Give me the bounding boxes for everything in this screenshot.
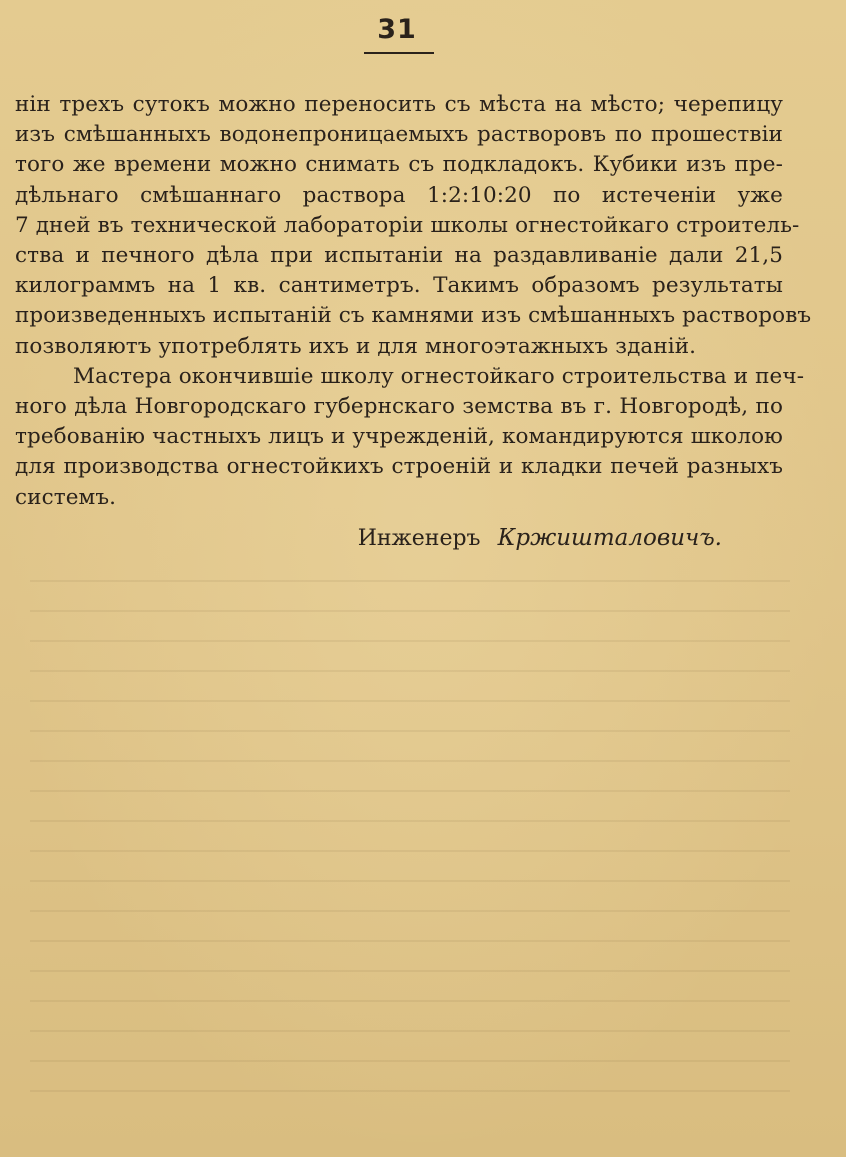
text-line: произведенныхъ испытаній съ камнями изъ смѣшанныхъ растворовъ bbox=[15, 303, 812, 329]
text-line: требованію частныхъ лицъ и учрежденій, командируются школою bbox=[15, 424, 783, 450]
text-line: ного дѣла Новгородскаго губернскаго земства въ г. Новгородѣ, по bbox=[15, 394, 783, 420]
text-line: системъ. bbox=[15, 484, 117, 510]
text-line: того же времени можно снимать съ подкладокъ. Кубики изъ пре- bbox=[15, 152, 783, 178]
signature-name: Кржиштaловичъ. bbox=[497, 525, 722, 551]
signature-title: Инженеръ bbox=[357, 526, 481, 551]
text-line: изъ смѣшанныхъ водонепроницаемыхъ растворовъ по прошествіи bbox=[15, 122, 783, 148]
text-line: дѣльнаго смѣшаннаго раствора 1:2:10:20 по истеченіи уже bbox=[15, 182, 783, 208]
signature bbox=[358, 523, 722, 554]
text-line: нін трехъ сутокъ можно переносить съ мѣста на мѣсто; черепицу bbox=[15, 92, 783, 117]
text-line: 7 дней въ технической лабораторіи школы огнестойкаго строитель- bbox=[15, 212, 800, 238]
text-line: позволяютъ употреблять ихъ и для многоэтажныхъ зданій. bbox=[15, 333, 697, 359]
text-line: килограммъ на 1 кв. сантиметръ. Такимъ образомъ результаты bbox=[15, 273, 783, 299]
text-line: Мастера окончившіе школу огнестойкаго строительства и печ- bbox=[73, 363, 805, 389]
page-number-underline bbox=[364, 52, 434, 54]
text-line: для производства огнестойкихъ строеній и кладки печей разныхъ bbox=[15, 454, 783, 480]
text-line: ства и печного дѣла при испытаніи на раздавливаніе дали 21,5 bbox=[15, 243, 783, 269]
body-text bbox=[15, 90, 812, 513]
page-number: 31 bbox=[377, 14, 417, 45]
bleed-through-texture bbox=[30, 560, 790, 1100]
